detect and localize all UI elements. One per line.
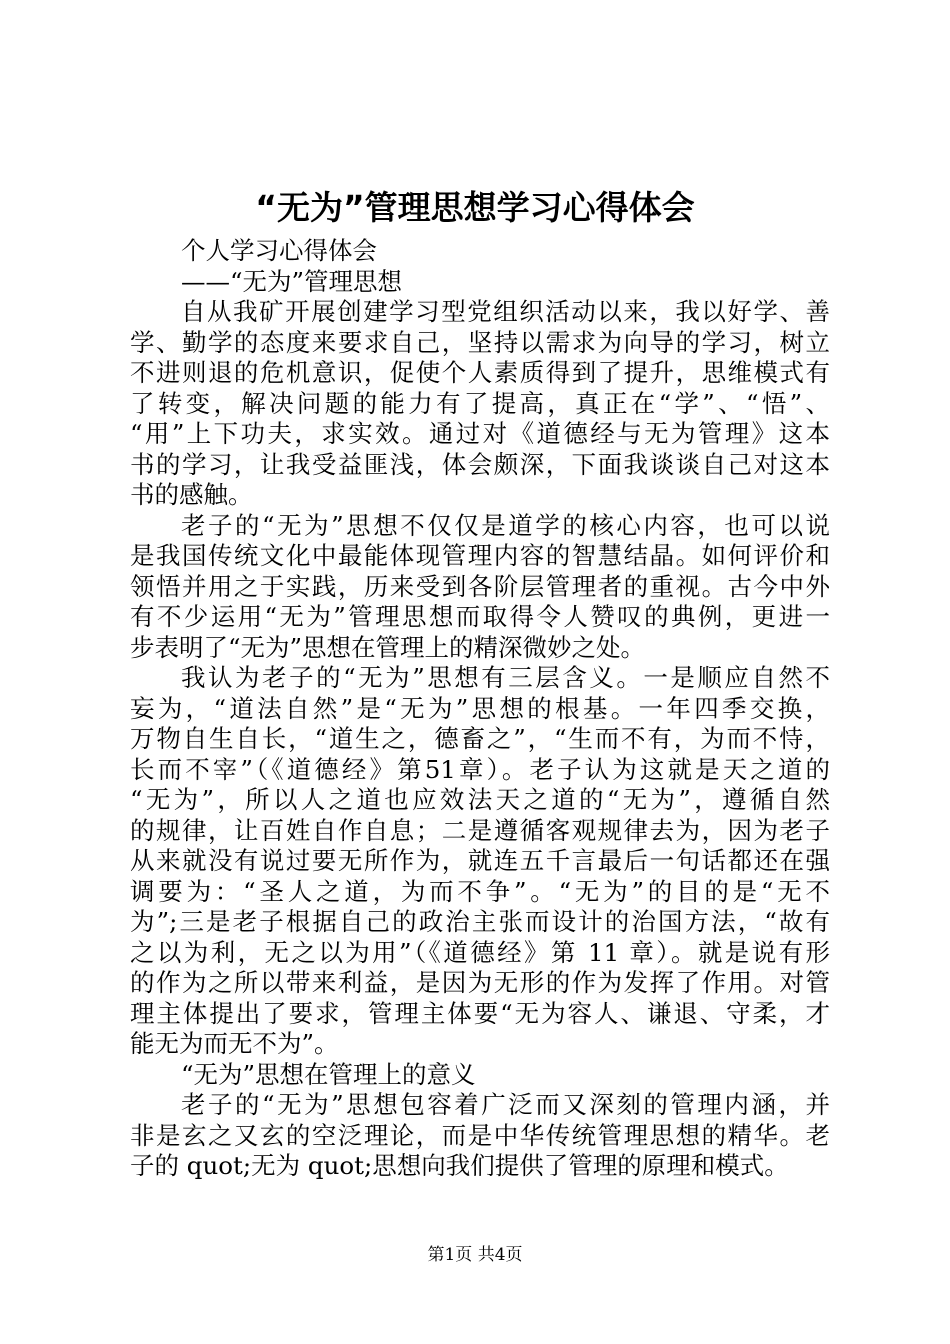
text-line: 为”;三是老子根据自己的政治主张而设计的治国方法，“故有 — [130, 907, 830, 936]
text-line: 领悟并用之于实践，历来受到各阶层管理者的重视。古今中外 — [130, 571, 830, 601]
text-line: “无为”思想在管理上的意义 — [181, 1059, 476, 1089]
text-line: “用”上下功夫，求实效。通过对《道德经与无为管理》这本 — [130, 419, 830, 448]
text-line: 老子的“无为”思想不仅仅是道学的核心内容，也可以说 — [181, 510, 830, 540]
page-footer: 第1页 共4页 — [427, 1245, 523, 1265]
text-line: 妄为，“道法自然”是“无为”思想的根基。一年四季交换， — [130, 693, 830, 723]
text-line: 从来就没有说过要无所作为，就连五千言最后一句话都还在强 — [130, 846, 830, 875]
text-line: 是我国传统文化中最能体现管理内容的智慧结晶。如何评价和 — [130, 541, 830, 570]
text-line: “无为”，所以人之道也应效法天之道的“无为”，遵循自然 — [130, 785, 830, 814]
text-line: 调要为：“圣人之道，为而不争”。“无为”的目的是“无不 — [130, 876, 830, 906]
text-line: 了转变，解决问题的能力有了提高，真正在“学”、“悟”、 — [130, 388, 830, 418]
document-body — [130, 236, 830, 1182]
page-title: “无为”管理思想学习心得体会 — [255, 188, 695, 227]
text-line: 我认为老子的“无为”思想有三层含义。一是顺应自然不 — [181, 663, 830, 692]
text-line: 子的 quot;无为 quot;思想向我们提供了管理的原理和模式。 — [130, 1151, 789, 1180]
text-line: 非是玄之又玄的空泛理论，而是中华传统管理思想的精华。老 — [130, 1120, 830, 1150]
text-line: 的作为之所以带来利益，是因为无形的作为发挥了作用。对管 — [130, 968, 830, 997]
text-line: 不进则退的危机意识，促使个人素质得到了提升，思维模式有 — [130, 358, 830, 387]
text-line: 书的学习，让我受益匪浅，体会颇深，下面我谈谈自己对这本 — [130, 449, 830, 479]
text-line: 步表明了“无为”思想在管理上的精深微妙之处。 — [130, 632, 646, 662]
text-line: 学、勤学的态度来要求自己，坚持以需求为向导的学习，树立 — [130, 327, 830, 357]
text-line: 能无为而无不为”。 — [130, 1029, 339, 1058]
text-line: 个人学习心得体会 — [181, 236, 377, 265]
text-line: 有不少运用“无为”管理思想而取得令人赞叹的典例，更进一 — [130, 602, 830, 631]
text-line: 之以为利，无之以为用”（《道德经》第 11 章）。就是说有形 — [130, 937, 830, 967]
text-line: ——“无为”管理思想 — [181, 266, 403, 296]
text-line: 老子的“无为”思想包容着广泛而又深刻的管理内涵，并 — [181, 1090, 830, 1119]
text-line: 自从我矿开展创建学习型党组织活动以来，我以好学、善 — [181, 297, 830, 326]
text-line: 的规律，让百姓自作自息；二是遵循客观规律去为，因为老子 — [130, 815, 830, 845]
text-line: 长而不宰”（《道德经》第51章）。老子认为这就是天之道的 — [130, 754, 830, 784]
text-line: 书的感触。 — [130, 480, 253, 509]
text-line: 理主体提出了要求，管理主体要“无为容人、谦退、守柔，才 — [130, 998, 830, 1028]
text-line: 万物自生自长，“道生之，德畜之”，“生而不有，为而不恃， — [130, 724, 830, 753]
